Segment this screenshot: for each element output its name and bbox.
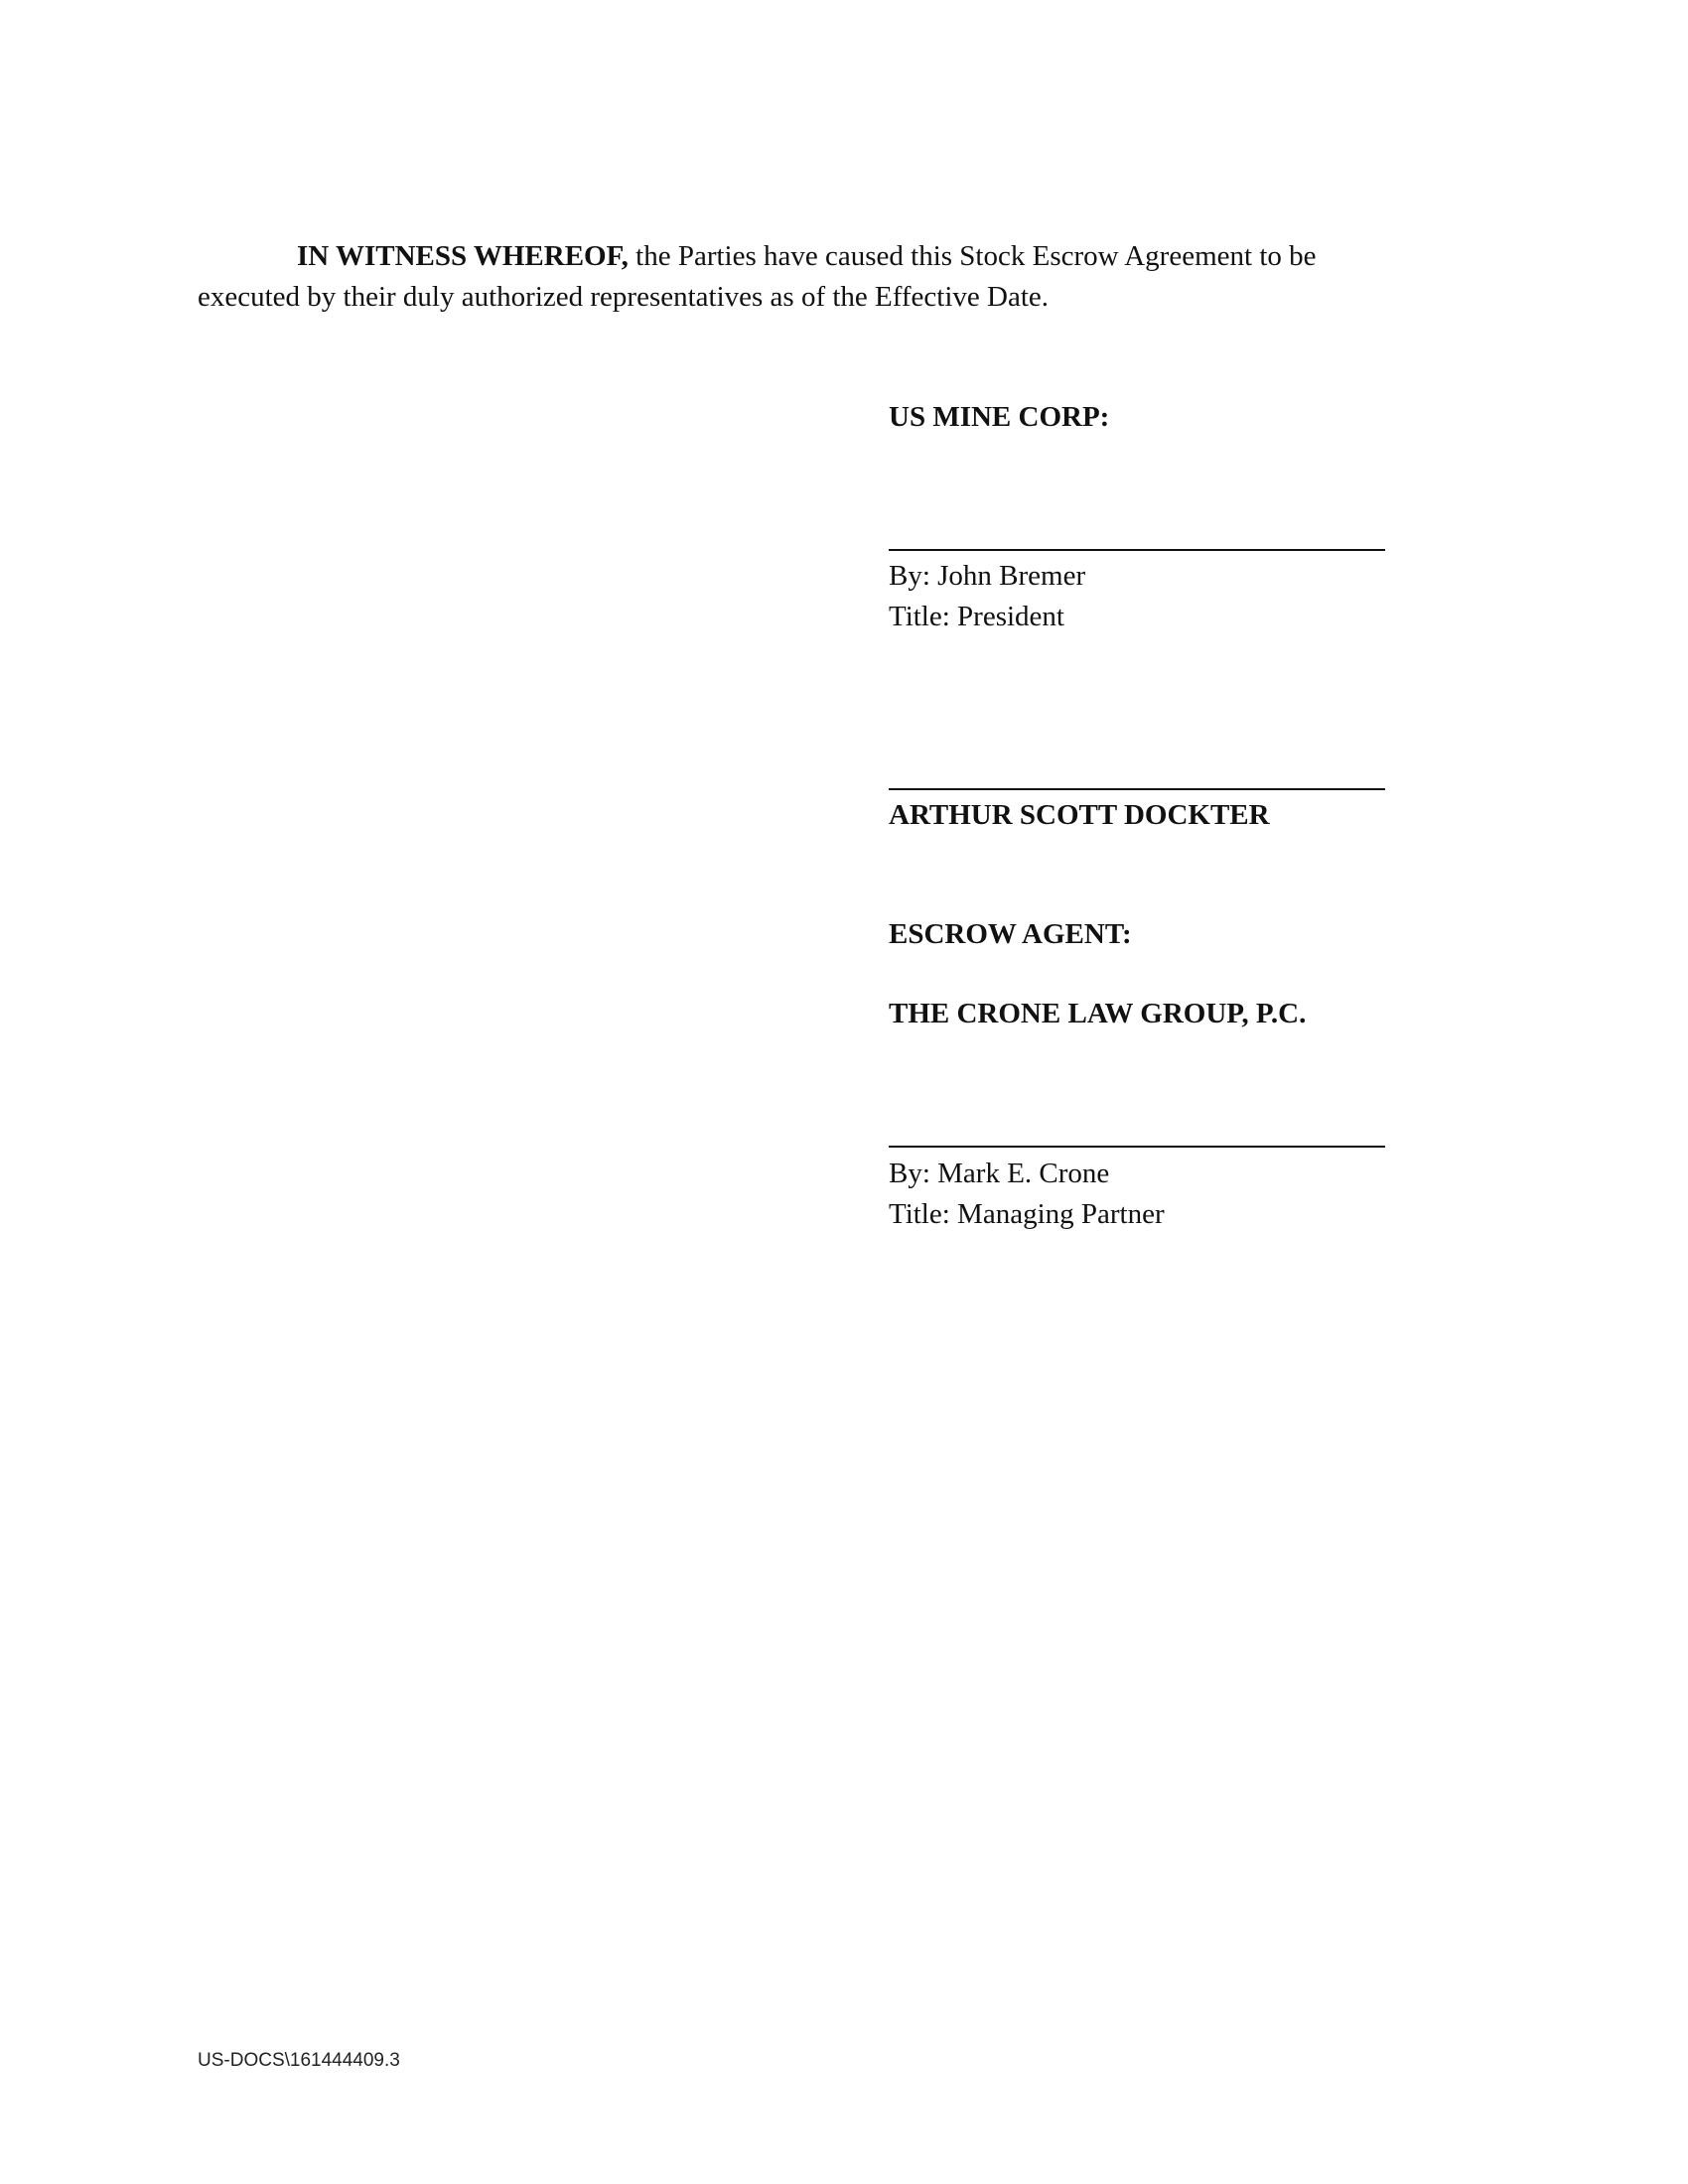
- escrow-signer-title: Title: Managing Partner: [889, 1198, 1165, 1230]
- witness-lead: IN WITNESS WHEREOF,: [297, 240, 629, 272]
- company-heading: US MINE CORP:: [889, 401, 1110, 433]
- escrow-signature-line: [889, 1146, 1385, 1148]
- escrow-heading: ESCROW AGENT:: [889, 918, 1132, 950]
- individual-name: ARTHUR SCOTT DOCKTER: [889, 799, 1270, 831]
- individual-signature-line: [889, 788, 1385, 790]
- witness-paragraph: [198, 236, 1389, 318]
- witness-text: the Parties have caused this Stock Escrow Agreement to be executed by their duly authorized representatives as of the Effective Date.: [198, 240, 1317, 313]
- escrow-firm: THE CRONE LAW GROUP, P.C.: [889, 998, 1307, 1029]
- document-id: US-DOCS\161444409.3: [198, 2050, 400, 2071]
- company-signer-title: Title: President: [889, 601, 1064, 632]
- escrow-signer: By: Mark E. Crone: [889, 1158, 1110, 1189]
- company-signer: By: John Bremer: [889, 560, 1086, 592]
- company-signature-line: [889, 549, 1385, 551]
